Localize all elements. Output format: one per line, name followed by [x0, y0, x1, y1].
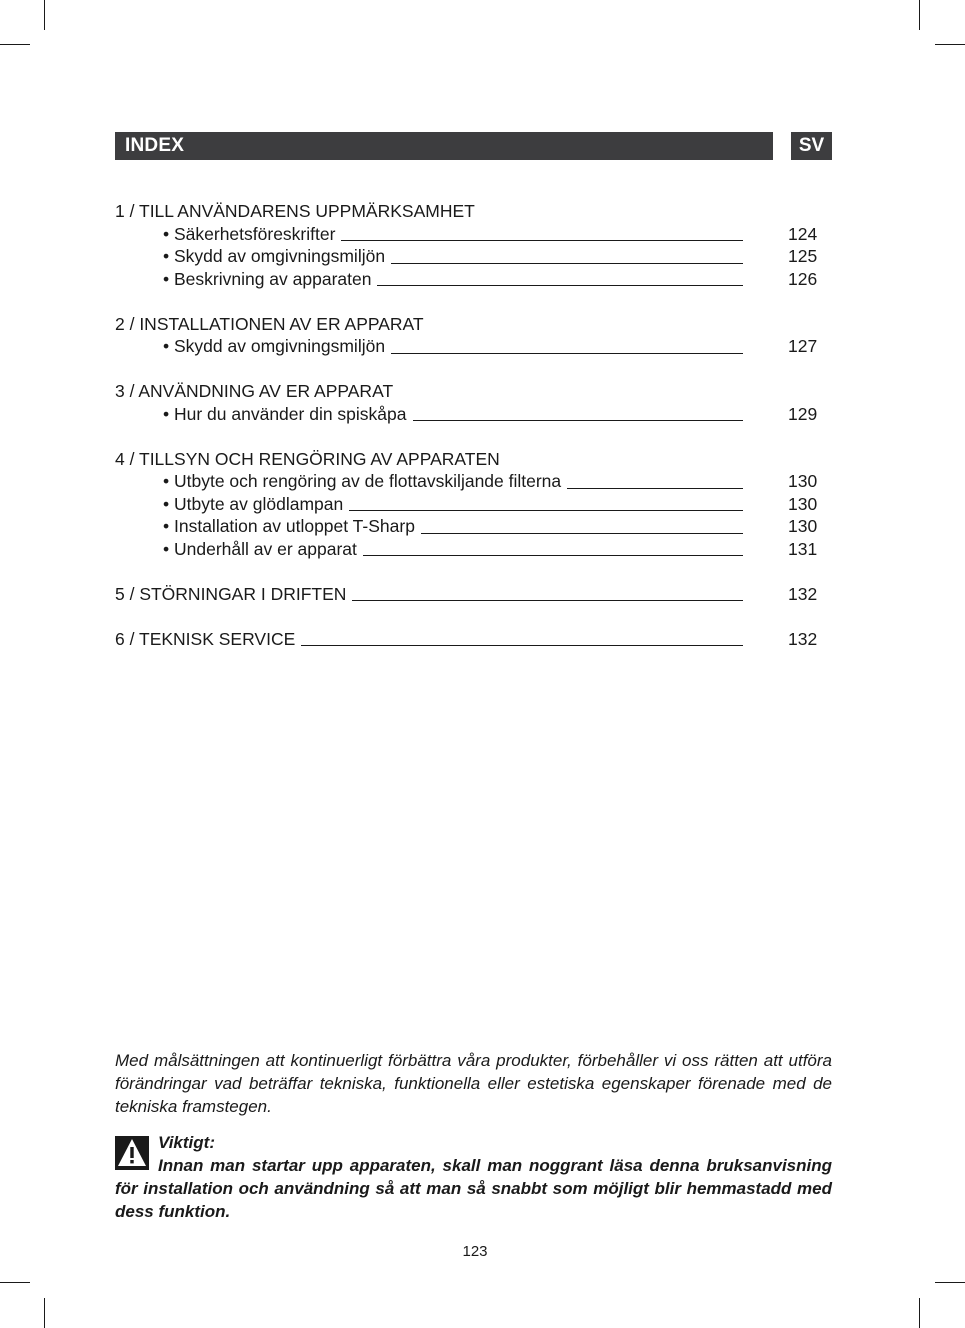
toc-entry-page: 130: [788, 493, 818, 514]
toc-entry-page: 126: [788, 268, 818, 289]
toc-leader-line: [377, 285, 743, 286]
language-code: SV: [798, 135, 825, 156]
toc-entry[interactable]: [115, 268, 835, 291]
toc-entry[interactable]: [115, 470, 835, 493]
toc-leader-line: [421, 533, 743, 534]
language-badge: [791, 132, 832, 160]
toc-leader-line: [567, 488, 743, 489]
toc-section-title: 1 / TILL ANVÄNDARENS UPPMÄRKSAMHET: [115, 201, 475, 221]
toc-entry[interactable]: [115, 335, 835, 358]
toc-section: [115, 200, 835, 290]
page-number: 123: [462, 1243, 488, 1260]
toc-leader-line: [391, 353, 743, 354]
toc-entry[interactable]: [115, 403, 835, 426]
crop-mark: [0, 1282, 30, 1283]
crop-mark: [0, 44, 30, 45]
toc-entry-page: 131: [788, 538, 818, 559]
toc-entry-label: • Säkerhetsföreskrifter: [163, 223, 341, 246]
toc-entry-page: 130: [788, 471, 818, 491]
toc-entry-label: • Utbyte och rengöring av de flottavskiljande filterna: [163, 470, 567, 493]
crop-mark: [919, 1298, 920, 1328]
crop-mark: [935, 1282, 965, 1283]
toc-section: [115, 313, 835, 358]
toc-entry[interactable]: [115, 538, 835, 561]
improvement-notice: Med målsättningen att kontinuerligt förbättra våra produkter, förbehåller vi oss rätten att utföra förändringar vad beträffar tekniska, funktionella eller estetiska egenskaper förenade med de tekniska framstegen.: [115, 1051, 832, 1116]
toc-leader-line: [341, 240, 743, 241]
toc-section-title: 3 / ANVÄNDNING AV ER APPARAT: [115, 381, 394, 401]
table-of-contents: [115, 200, 835, 673]
toc-entry[interactable]: [115, 515, 835, 538]
toc-section: [115, 583, 835, 606]
toc-entry-label: • Utbyte av glödlampan: [163, 493, 349, 516]
crop-mark: [44, 1298, 45, 1328]
toc-entry-page: 132: [788, 583, 818, 604]
warning-title: Viktigt:: [158, 1133, 215, 1152]
index-header-bar: [115, 132, 773, 160]
toc-entry[interactable]: [115, 245, 835, 268]
toc-entry-label: • Hur du använder din spiskåpa: [163, 403, 413, 426]
index-title: INDEX: [125, 135, 185, 156]
toc-entry-page: 129: [788, 403, 818, 424]
crop-mark: [935, 44, 965, 45]
toc-section-title: 5 / STÖRNINGAR I DRIFTEN: [115, 583, 352, 606]
toc-entry-page: 132: [788, 628, 818, 649]
toc-entry-label: • Skydd av omgivningsmiljön: [163, 335, 391, 358]
toc-entry-page: 124: [788, 223, 818, 244]
toc-section-title: 4 / TILLSYN OCH RENGÖRING AV APPARATEN: [115, 448, 500, 469]
warning-text: Innan man startar upp apparaten, skall man noggrant läsa denna bruksanvisning för installation och användning så att man så snabbt som möjligt blir hemmastadd med dess funktion.: [115, 1156, 832, 1221]
toc-entry[interactable]: [115, 583, 835, 606]
toc-entry-label: • Beskrivning av apparaten: [163, 268, 377, 291]
toc-leader-line: [349, 510, 743, 511]
crop-mark: [44, 0, 45, 30]
toc-leader-line: [352, 600, 743, 601]
toc-entry[interactable]: [115, 493, 835, 516]
toc-leader-line: [391, 263, 743, 264]
toc-entry-page: 125: [788, 246, 818, 266]
crop-mark: [919, 0, 920, 30]
toc-entry-label: • Installation av utloppet T-Sharp: [163, 515, 421, 538]
toc-leader-line: [301, 645, 743, 646]
toc-section: [115, 448, 835, 561]
toc-entry-label: • Skydd av omgivningsmiljön: [163, 245, 391, 268]
toc-entry[interactable]: [115, 628, 835, 651]
toc-section: [115, 628, 835, 651]
toc-entry-label: • Underhåll av er apparat: [163, 538, 363, 561]
toc-section: [115, 380, 835, 425]
toc-leader-line: [363, 555, 743, 556]
toc-section-title: 6 / TEKNISK SERVICE: [115, 628, 301, 651]
toc-section-title: 2 / INSTALLATIONEN AV ER APPARAT: [115, 313, 424, 334]
toc-entry-page: 130: [788, 516, 818, 536]
toc-entry[interactable]: [115, 223, 835, 246]
toc-leader-line: [413, 420, 743, 421]
toc-entry-page: 127: [788, 336, 818, 356]
